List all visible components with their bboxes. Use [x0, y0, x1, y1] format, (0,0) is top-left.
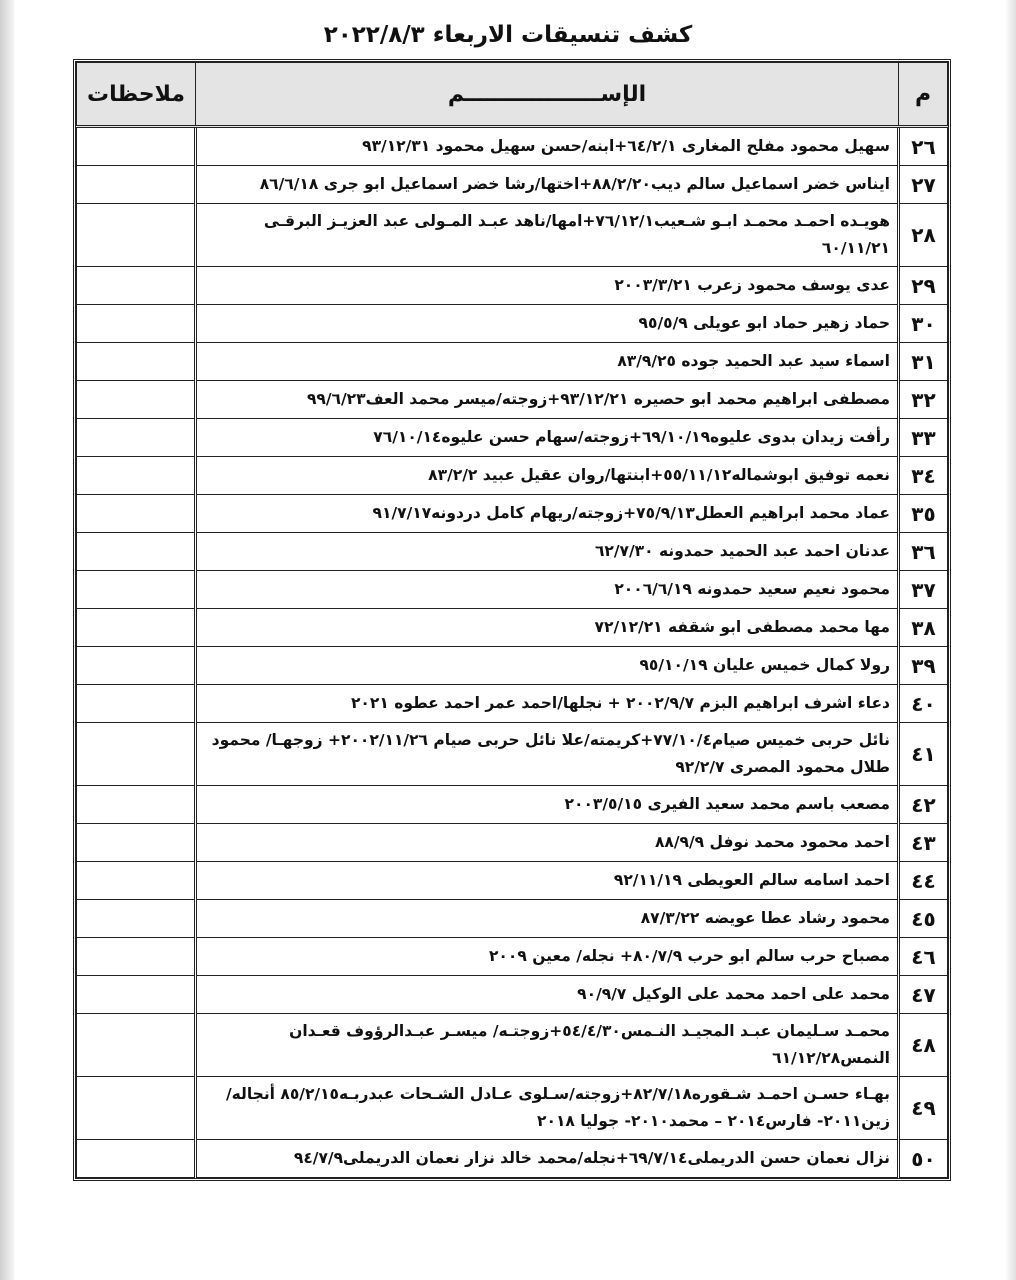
row-number: ٣٥ [899, 495, 948, 533]
page-edge-shadow [0, 0, 14, 1280]
table-row [77, 343, 948, 381]
row-notes [77, 419, 196, 457]
row-number: ٤٩ [899, 1077, 948, 1140]
row-name: رأفت زيدان بدوى عليوه٦٩/١٠/١٩+زوجته/سهام حسن عليوه٧٦/١٠/١٤ [196, 419, 899, 457]
table-row [77, 533, 948, 571]
row-number: ٢٧ [899, 166, 948, 204]
row-name: هويـده احمـد محمـد ابـو شـعيب٧٦/١٢/١+امها/ناهد عبـد المـولى عبد العزيـز البرقـى ٦٠/١١/٢١ [196, 204, 899, 267]
row-name: عدى يوسف محمود زعرب ٢٠٠٣/٣/٢١ [196, 267, 899, 305]
row-name: بهـاء حسـن احمـد شـقوره٨٢/٧/١٨+زوجته/سـلوى عـادل الشـحات عبدربـه٨٥/٢/١٥ أنجاله/زين٢٠١١- فارس٢٠١٤ – محمد٢٠١٠- جوليا ٢٠١٨ [196, 1077, 899, 1140]
row-name: مصعب باسم محمد سعيد الفيرى ٢٠٠٣/٥/١٥ [196, 786, 899, 824]
row-notes [77, 457, 196, 495]
row-number: ٣٤ [899, 457, 948, 495]
row-notes [77, 609, 196, 647]
table-row [77, 1077, 948, 1140]
row-notes [77, 166, 196, 204]
row-notes [77, 786, 196, 824]
table-row [77, 609, 948, 647]
table-row [77, 647, 948, 685]
row-number: ٣٢ [899, 381, 948, 419]
row-number: ٣٣ [899, 419, 948, 457]
row-name: اسماء سيد عبد الحميد جوده ٨٣/٩/٢٥ [196, 343, 899, 381]
table-row [77, 204, 948, 267]
table-row [77, 685, 948, 723]
row-name: ايناس خضر اسماعيل سالم ديب٨٨/٢/٢٠+اختها/رشا خضر اسماعيل ابو جرى ٨٦/٦/١٨ [196, 166, 899, 204]
column-header-name: الإســــــــــــــــــم [196, 63, 899, 127]
row-notes [77, 571, 196, 609]
table-row [77, 381, 948, 419]
row-number: ٤٦ [899, 938, 948, 976]
row-number: ٤٨ [899, 1014, 948, 1077]
row-name: مصباح حرب سالم ابو حرب ٨٠/٧/٩+ نجله/ معين ٢٠٠٩ [196, 938, 899, 976]
row-number: ٣٩ [899, 647, 948, 685]
table-row [77, 723, 948, 786]
row-name: رولا كمال خميس عليان ٩٥/١٠/١٩ [196, 647, 899, 685]
table-header-row [77, 63, 948, 127]
row-number: ٣٧ [899, 571, 948, 609]
table-row [77, 419, 948, 457]
row-notes [77, 685, 196, 723]
row-name: نعمه توفيق ابوشماله٥٥/١١/١٢+ابنتها/روان عقيل عبيد ٨٣/٢/٢ [196, 457, 899, 495]
table-row [77, 166, 948, 204]
row-notes [77, 381, 196, 419]
row-name: سهيل محمود مفلح المغارى ٦٤/٢/١+ابنه/حسن سهيل محمود ٩٣/١٢/٣١ [196, 127, 899, 166]
document-title: كشف تنسيقات الاربعاء ٢٠٢٢/٨/٣ [323, 22, 693, 48]
row-notes [77, 495, 196, 533]
row-number: ٤٥ [899, 900, 948, 938]
table-row [77, 127, 948, 166]
row-name: محمود نعيم سعيد حمدونه ٢٠٠٦/٦/١٩ [196, 571, 899, 609]
row-notes [77, 1140, 196, 1178]
row-notes [77, 1077, 196, 1140]
row-name: مصطفى ابراهيم محمد ابو حصيره ٩٣/١٢/٢١+زوجته/ميسر محمد العف٩٩/٦/٢٣ [196, 381, 899, 419]
row-notes [77, 862, 196, 900]
table-row [77, 305, 948, 343]
row-notes [77, 1014, 196, 1077]
row-notes [77, 267, 196, 305]
row-name: دعاء اشرف ابراهيم البزم ٢٠٠٢/٩/٧ + نجلها/احمد عمر احمد عطوه ٢٠٢١ [196, 685, 899, 723]
row-notes [77, 647, 196, 685]
row-number: ٤٠ [899, 685, 948, 723]
row-notes [77, 204, 196, 267]
names-table [76, 62, 948, 1178]
row-name: محمـد سـليمان عبـد المجيـد النـمس٥٤/٤/٣٠+زوجتـه/ ميسـر عبـدالرؤوف قعـدان النمس٦١/١٢/٢٨ [196, 1014, 899, 1077]
table-row [77, 824, 948, 862]
row-notes [77, 976, 196, 1014]
row-number: ٤١ [899, 723, 948, 786]
row-number: ٤٢ [899, 786, 948, 824]
row-name: محمود رشاد عطا عويضه ٨٧/٣/٢٢ [196, 900, 899, 938]
table-row [77, 786, 948, 824]
table-row [77, 1014, 948, 1077]
row-number: ٣٠ [899, 305, 948, 343]
table-row [77, 862, 948, 900]
row-name: مها محمد مصطفى ابو شقفه ٧٢/١٢/٢١ [196, 609, 899, 647]
table-row [77, 976, 948, 1014]
table-row [77, 1140, 948, 1178]
row-number: ٤٧ [899, 976, 948, 1014]
table-row [77, 571, 948, 609]
row-number: ٣٨ [899, 609, 948, 647]
column-header-number: م [899, 63, 948, 127]
row-notes [77, 127, 196, 166]
row-name: نائل حربى خميس صيام٧٧/١٠/٤+كريمته/علا نائل حربى صيام ٢٠٠٢/١١/٢٦+ زوجهـا/ محمود طلال محمود المصرى ٩٢/٢/٧ [196, 723, 899, 786]
row-notes [77, 938, 196, 976]
page-edge-shadow-right [1006, 0, 1016, 1280]
column-header-notes: ملاحظات [77, 63, 196, 127]
row-number: ٢٦ [899, 127, 948, 166]
row-number: ٤٣ [899, 824, 948, 862]
row-notes [77, 305, 196, 343]
table-row [77, 457, 948, 495]
row-notes [77, 533, 196, 571]
row-number: ٤٤ [899, 862, 948, 900]
row-name: حماد زهير حماد ابو عويلى ٩٥/٥/٩ [196, 305, 899, 343]
row-number: ٢٩ [899, 267, 948, 305]
row-number: ٢٨ [899, 204, 948, 267]
coordination-sheet [73, 59, 951, 1181]
row-name: عماد محمد ابراهيم العطل٧٥/٩/١٣+زوجته/ريهام كامل دردونه٩١/٧/١٧ [196, 495, 899, 533]
row-name: عدنان احمد عبد الحميد حمدونه ٦٢/٧/٣٠ [196, 533, 899, 571]
row-number: ٣٦ [899, 533, 948, 571]
table-body [77, 127, 948, 1178]
table-row [77, 938, 948, 976]
row-number: ٥٠ [899, 1140, 948, 1178]
table-row [77, 900, 948, 938]
table-row [77, 267, 948, 305]
row-name: نزال نعمان حسن الدريملى٦٩/٧/١٤+نجله/محمد خالد نزار نعمان الدريملى٩٤/٧/٩ [196, 1140, 899, 1178]
row-notes [77, 343, 196, 381]
table-row [77, 495, 948, 533]
row-name: محمد على احمد محمد على الوكيل ٩٠/٩/٧ [196, 976, 899, 1014]
row-notes [77, 723, 196, 786]
row-notes [77, 900, 196, 938]
row-name: احمد محمود محمد نوفل ٨٨/٩/٩ [196, 824, 899, 862]
row-name: احمد اسامه سالم العويطى ٩٢/١١/١٩ [196, 862, 899, 900]
row-notes [77, 824, 196, 862]
row-number: ٣١ [899, 343, 948, 381]
